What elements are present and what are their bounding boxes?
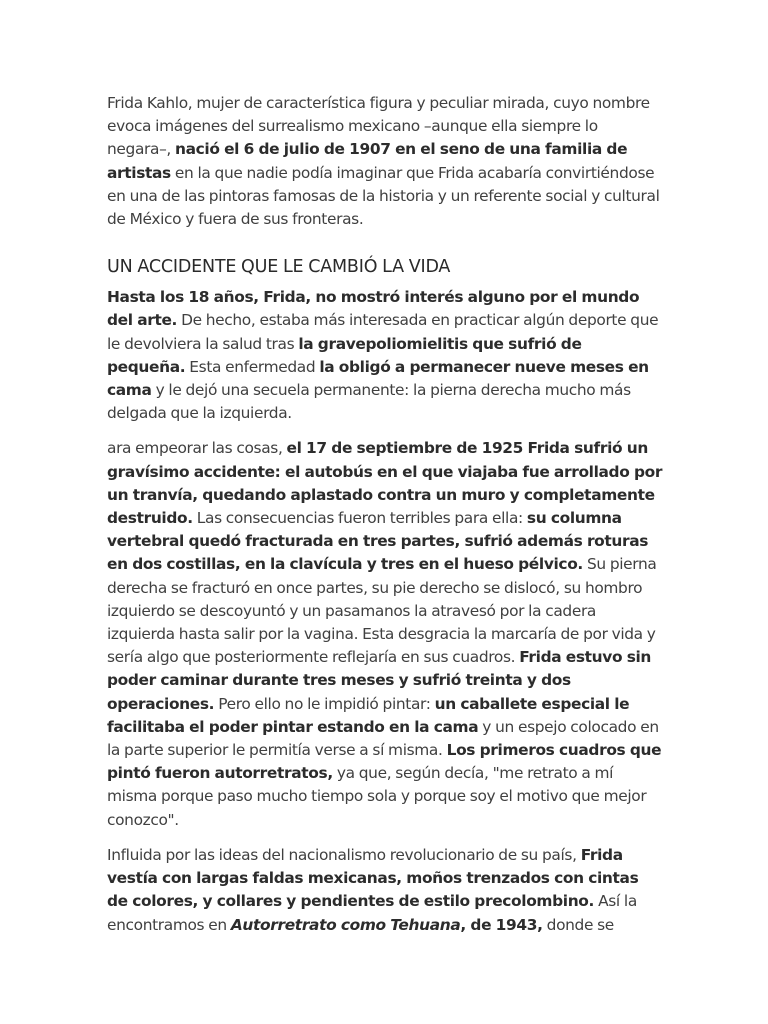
body-text: ya que, según decía, "me retrato a mí misma porque paso mucho tiempo sola y porque soy el motivo que mejor conozco".	[107, 764, 647, 829]
article	[107, 92, 663, 949]
emphasis-text: Autorretrato como Tehuana	[230, 915, 461, 934]
body-text: donde se	[542, 915, 614, 934]
intro-paragraph	[107, 92, 663, 231]
section-heading: UN ACCIDENTE QUE LE CAMBIÓ LA VIDA	[107, 257, 451, 278]
emphasis-text: Frida estuvo sin poder caminar durante tres meses y sufrió treinta y dos operaciones.	[107, 648, 652, 713]
paragraph-accident	[107, 437, 663, 831]
emphasis-text: Hasta los 18 años, Frida, no mostró interés alguno por el mundo del arte.	[107, 288, 640, 330]
emphasis-text: la gravepoliomielitis que sufrió de pequeña.	[107, 334, 582, 376]
paragraph-childhood	[107, 286, 663, 425]
body-text: y le dejó una secuela permanente: la pierna derecha mucho más delgada que la izquierda.	[107, 381, 631, 423]
emphasis-text: su columna vertebral quedó fracturada en tres partes, sufrió además roturas en dos costillas, en la clavícula y tres en el hueso pélvico.	[107, 509, 649, 574]
emphasis-text: un caballete especial le facilitaba el poder pintar estando en la cama	[107, 694, 630, 736]
body-text: Así la encontramos en	[107, 892, 637, 934]
body-text: Las consecuencias fueron terribles para ella:	[192, 509, 527, 528]
body-text: De hecho, estaba más interesada en practicar algún deporte que le devolviera la salud tras	[107, 311, 659, 353]
emphasis-text: , de 1943,	[460, 915, 543, 934]
body-text: Influida por las ideas del nacionalismo revolucionario de su país,	[107, 845, 581, 864]
paragraph-style	[107, 844, 663, 937]
emphasis-text: Frida vestía con largas faldas mexicanas, moños trenzados con cintas de colores, y collares y pendientes de estilo precolombino.	[107, 845, 639, 911]
body-text: Su pierna derecha se fracturó en once partes, su pie derecho se dislocó, su hombro izquierdo se descoyuntó y un pasamanos la atravesó por la cadera izquierda hasta salir por la vagina. Esta desgracia la marcaría de por vida y sería algo que posteriormente reflejaría en sus cuadros.	[107, 555, 657, 667]
emphasis-text: nació el 6 de julio de 1907 en el seno de una familia de artistas	[107, 140, 628, 182]
body-text: en la que nadie podía imaginar que Frida acabaría convirtiéndose en una de las pintoras famosas de la historia y un referente social y cultural de México y fuera de sus fronteras.	[107, 163, 660, 229]
body-text: Pero ello no le impidió pintar:	[214, 694, 435, 713]
body-text: ara empeorar las cosas,	[107, 439, 287, 458]
emphasis-text: Los primeros cuadros que pintó fueron autorretratos,	[107, 741, 662, 783]
body-text: y un espejo colocado en la parte superior le permitía verse a sí misma.	[107, 717, 659, 760]
emphasis-text: el 17 de septiembre de 1925 Frida sufrió un gravísimo accidente: el autobús en el que viajaba fue arrollado por un tranvía, quedando aplastado contra un muro y completamente destruido.	[107, 439, 663, 528]
body-text: Frida Kahlo, mujer de característica figura y peculiar mirada, cuyo nombre evoca imágenes del surrealismo mexicano –aunque ella siempre lo negara–,	[107, 94, 650, 159]
emphasis-text: la obligó a permanecer nueve meses en cama	[107, 357, 649, 400]
body-text: Esta enfermedad	[185, 357, 320, 376]
